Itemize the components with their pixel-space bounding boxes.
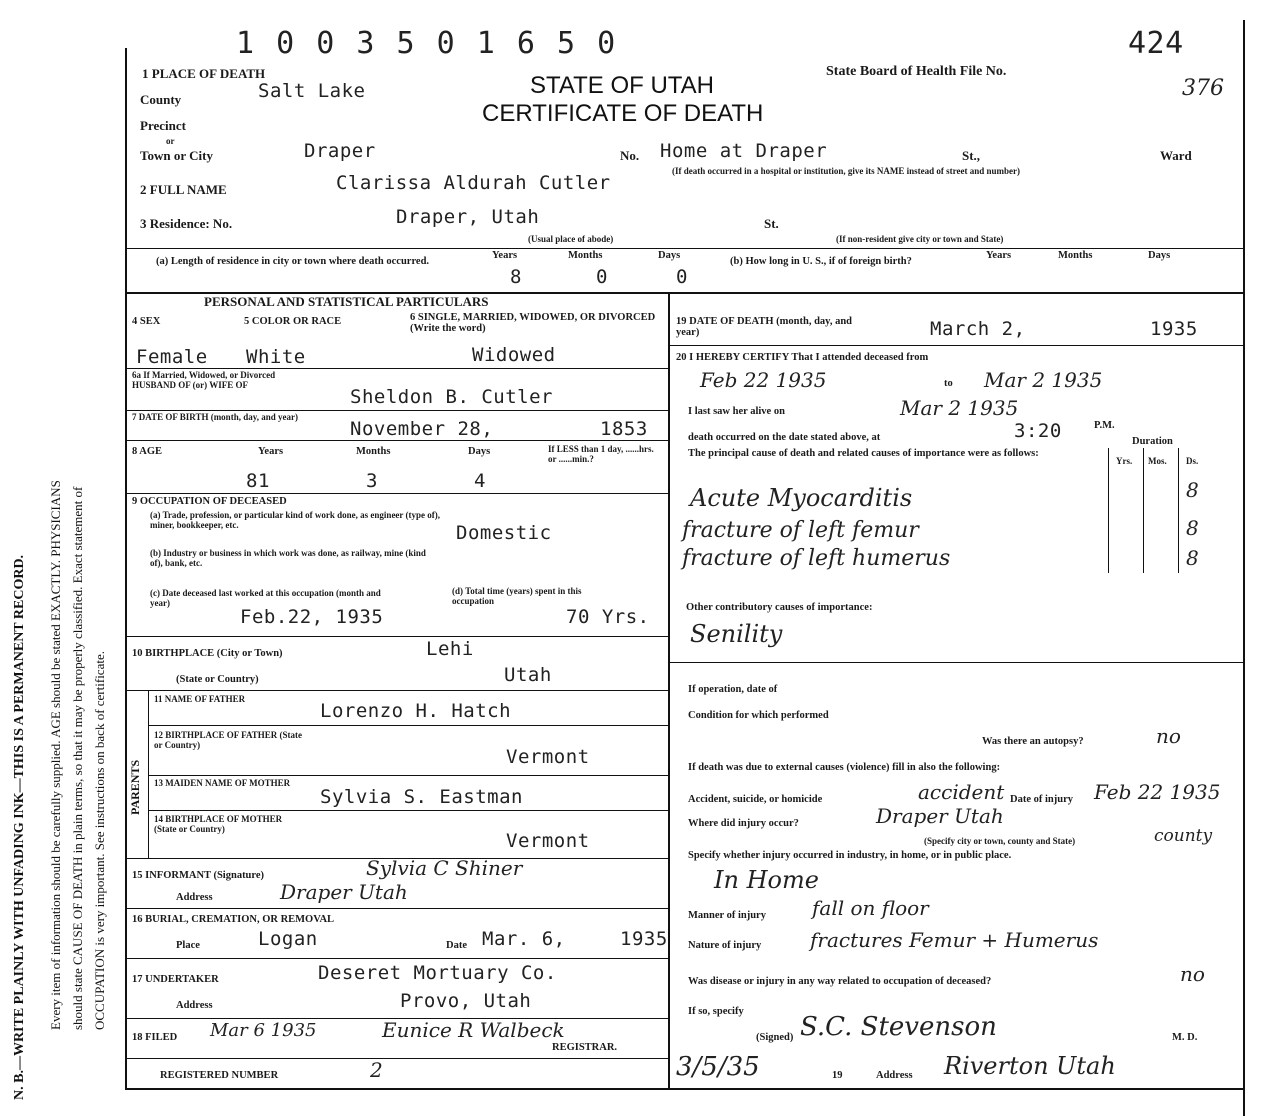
where-note: (Specify city or town, county and State): [924, 836, 1076, 846]
rule-after-filed: [125, 1058, 670, 1059]
board-file-number-2: 376: [1182, 76, 1224, 101]
injury-date: Feb 22 1935: [1094, 780, 1221, 804]
residence-label: 3 Residence: No.: [140, 216, 233, 231]
res-years-value: 8: [510, 266, 522, 288]
injury-date-label: Date of injury: [1010, 794, 1073, 805]
age-days-value: 4: [474, 470, 486, 492]
birthplace-label: 10 BIRTHPLACE (City or Town): [132, 648, 283, 659]
dob-label: 7 DATE OF BIRTH (month, day, and year): [132, 412, 298, 422]
marital-label: 6 SINGLE, MARRIED, WIDOWED, OR DIVORCED (Write the word): [410, 312, 656, 334]
less-than-day-label: If LESS than 1 day, ......hrs. or ......min.?: [548, 444, 654, 464]
md-label: M. D.: [1172, 1032, 1198, 1043]
mother-name: Sylvia S. Eastman: [320, 786, 523, 808]
rule-after-occ: [125, 636, 670, 637]
informant-signature: Sylvia C Shiner: [366, 856, 523, 880]
physician-address-label: Address: [876, 1070, 913, 1081]
res-months-label: Months: [568, 250, 603, 261]
state-title: STATE OF UTAH: [530, 72, 714, 99]
autopsy-label: Was there an autopsy?: [982, 736, 1084, 747]
certificate-title: CERTIFICATE OF DEATH: [482, 100, 764, 127]
burial-label: 16 BURIAL, CREMATION, OR REMOVAL: [132, 914, 335, 925]
color-label: 5 COLOR OR RACE: [244, 316, 342, 327]
undertaker-value: Deseret Mortuary Co.: [318, 962, 557, 984]
father-birthplace-label: 12 BIRTHPLACE OF FATHER (State or Country): [154, 730, 303, 750]
street-no-value: Home at Draper: [660, 140, 828, 162]
contributory-value: Senility: [690, 620, 783, 648]
duration-yrs: Yrs.: [1116, 456, 1133, 466]
residence-street-label: St.: [764, 216, 779, 231]
cause-1: Acute Myocarditis: [690, 484, 913, 512]
where-label: Where did injury occur?: [688, 818, 799, 829]
specify-place-value: In Home: [714, 866, 819, 894]
to-label: to: [944, 378, 953, 389]
rule-after-burial: [125, 958, 670, 959]
us-months-label: Months: [1058, 250, 1093, 261]
duration-col-3: [1178, 448, 1179, 573]
physician-signature: S.C. Stevenson: [800, 1012, 997, 1042]
registered-number-label: REGISTERED NUMBER: [160, 1070, 279, 1081]
cause-2-days: 8: [1186, 516, 1199, 540]
rule-after-age: [125, 493, 670, 494]
duration-label: Duration: [1132, 436, 1173, 447]
age-months-value: 3: [366, 470, 378, 492]
residence-value: Draper, Utah: [396, 206, 540, 228]
rule-parents-3: [148, 810, 670, 811]
age-months-label: Months: [356, 446, 391, 457]
rule-parents-1: [148, 725, 670, 726]
manner-label: Manner of injury: [688, 910, 766, 921]
sex-value: Female: [136, 346, 208, 368]
precinct-label: Precinct: [140, 118, 186, 133]
hospital-note: (If death occurred in a hospital or institution, give its NAME instead of street and number): [672, 166, 1021, 176]
father-name-label: 11 NAME OF FATHER: [154, 694, 246, 704]
dob-value: November 28,: [350, 418, 494, 440]
mother-name-label: 13 MAIDEN NAME OF MOTHER: [154, 778, 291, 788]
total-time-value: 70 Yrs.: [566, 606, 650, 628]
duration-col-1: [1108, 448, 1109, 573]
rule-after-informant: [125, 908, 670, 909]
filed-date: Mar 6 1935: [210, 1020, 317, 1041]
signed-label: (Signed): [756, 1032, 794, 1043]
personal-heading: PERSONAL AND STATISTICAL PARTICULARS: [204, 294, 489, 309]
death-pm: P.M.: [1094, 420, 1115, 431]
duration-mos: Mos.: [1148, 456, 1167, 466]
parents-label: PARENTS: [128, 759, 142, 815]
town-label: Town or City: [140, 148, 213, 163]
father-name: Lorenzo H. Hatch: [320, 700, 512, 722]
if-so-label: If so, specify: [688, 1006, 744, 1017]
birthplace-state-label: (State or Country): [176, 674, 259, 685]
registrar-signature: Eunice R Walbeck: [382, 1018, 565, 1042]
informant-address-label: Address: [176, 892, 213, 903]
occupation-c-label: (c) Date deceased last worked at this occupation (month and year): [150, 588, 381, 608]
registrar-label: REGISTRAR.: [552, 1042, 618, 1053]
side-note-2: Every item of information should be carefully supplied. AGE should be stated EXACTLY. PHYSICIANS: [48, 480, 63, 1030]
side-note-3: should state CAUSE OF DEATH in plain terms, so that it may be properly classified. Exact statement of: [70, 486, 85, 1030]
where-value: Draper Utah: [876, 804, 1004, 828]
res-years-label: Years: [492, 250, 518, 261]
informant-address: Draper Utah: [280, 880, 408, 904]
dob-year: 1853: [600, 418, 648, 440]
burial-year: 1935: [620, 928, 668, 950]
dod-year: 1935: [1150, 318, 1198, 340]
attended-to: Mar 2 1935: [984, 368, 1103, 392]
board-file-number: 424: [1128, 26, 1184, 61]
birthplace-city: Lehi: [426, 638, 474, 660]
last-worked-value: Feb.22, 1935: [240, 606, 384, 628]
mother-birthplace: Vermont: [506, 830, 590, 852]
occupation-value: Domestic: [456, 522, 552, 544]
ward-label: Ward: [1160, 148, 1192, 163]
county-value: Salt Lake: [258, 80, 366, 102]
outer-border-right: [1243, 20, 1245, 1116]
sex-label: 4 SEX: [132, 316, 161, 327]
street-label: St.,: [962, 148, 981, 163]
color-value: White: [246, 346, 306, 368]
res-days-label: Days: [658, 250, 681, 261]
cause-label: The principal cause of death and related causes of importance were as follows:: [688, 448, 1039, 459]
undertaker-address: Provo, Utah: [400, 990, 532, 1012]
birthplace-state: Utah: [504, 664, 552, 686]
rule-dod: [668, 345, 1245, 346]
duration-col-2: [1143, 448, 1144, 573]
parents-box-left: [148, 690, 149, 858]
nature-value: fractures Femur + Humerus: [810, 928, 1099, 952]
manner-value: fall on floor: [812, 896, 929, 920]
certification-date: 3/5/35: [676, 1052, 760, 1082]
file-number-stamp: 1 0 0 3 5 0 1 6 5 0: [236, 26, 618, 61]
occupational-value: no: [1180, 962, 1205, 986]
place-of-death-label: 1 PLACE OF DEATH: [142, 66, 266, 81]
town-value: Draper: [304, 140, 376, 162]
cert-year-label: 19: [832, 1070, 843, 1081]
occupation-a-label: (a) Trade, profession, or particular kind of work done, as engineer (type of), miner, bookkeeper, etc.: [150, 510, 440, 530]
side-note-1: N. B.—WRITE PLAINLY WITH UNFADING INK—THIS IS A PERMANENT RECORD.: [12, 554, 27, 1100]
informant-label: 15 INFORMANT (Signature): [132, 870, 265, 881]
filed-label: 18 FILED: [132, 1032, 178, 1043]
age-years-label: Years: [258, 446, 284, 457]
us-years-label: Years: [986, 250, 1012, 261]
specify-place-label: Specify whether injury occurred in industry, in home, or in public place.: [688, 850, 1012, 861]
rule-after-sex: [125, 368, 670, 369]
rule-top-stats: [125, 248, 1245, 249]
attended-from: Feb 22 1935: [700, 368, 827, 392]
certify-label: 20 I HEREBY CERTIFY That I attended deceased from: [676, 352, 929, 363]
mother-birthplace-label: 14 BIRTHPLACE OF MOTHER (State or Country): [154, 814, 283, 834]
last-saw-value: Mar 2 1935: [900, 396, 1019, 420]
full-name-value: Clarissa Aldurah Cutler: [336, 172, 611, 194]
cause-1-days: 8: [1186, 478, 1199, 502]
registered-number: 2: [370, 1058, 383, 1082]
length-residence-label: (a) Length of residence in city or town where death occurred.: [156, 256, 430, 267]
undertaker-address-label: Address: [176, 1000, 213, 1011]
res-months-value: 0: [596, 266, 608, 288]
rule-after-dob: [125, 440, 670, 441]
dod-label: 19 DATE OF DEATH (month, day, and year): [676, 316, 853, 338]
county-handwritten: county: [1154, 826, 1213, 846]
street-no-label: No.: [620, 148, 640, 163]
father-birthplace: Vermont: [506, 746, 590, 768]
accident-label: Accident, suicide, or homicide: [688, 794, 823, 805]
cause-3-days: 8: [1186, 546, 1199, 570]
burial-date-label: Date: [446, 940, 467, 951]
marital-value: Widowed: [472, 344, 556, 366]
spouse-value: Sheldon B. Cutler: [350, 386, 553, 408]
accident-value: accident: [918, 780, 1005, 804]
cause-2: fracture of left femur: [682, 518, 919, 543]
rule-after-birth: [125, 690, 670, 691]
burial-place: Logan: [258, 928, 318, 950]
occupational-label: Was disease or injury in any way related to occupation of deceased?: [688, 976, 992, 987]
outer-border-left: [125, 48, 127, 1088]
death-time-label: death occurred on the date stated above, at: [688, 432, 881, 443]
outer-border-bottom: [125, 1088, 1245, 1090]
us-days-label: Days: [1148, 250, 1171, 261]
full-name-label: 2 FULL NAME: [140, 182, 227, 197]
occupation-label: 9 OCCUPATION OF DECEASED: [132, 496, 287, 507]
burial-date: Mar. 6,: [482, 928, 566, 950]
occupation-b-label: (b) Industry or business in which work was done, as railway, mine (kind of), bank, etc.: [150, 548, 426, 568]
rule-causes-end: [668, 662, 1245, 663]
burial-place-label: Place: [176, 940, 200, 951]
age-days-label: Days: [468, 446, 491, 457]
foreign-birth-label: (b) How long in U. S., if of foreign birth?: [730, 256, 912, 267]
undertaker-label: 17 UNDERTAKER: [132, 974, 219, 985]
or-label: or: [166, 136, 175, 146]
spouse-label: 6a If Married, Widowed, or Divorced HUSBAND OF (or) WIFE OF: [132, 370, 276, 390]
side-note-4: OCCUPATION is very important. See instructions on back of certificate.: [92, 651, 107, 1030]
physician-address: Riverton Utah: [944, 1052, 1116, 1080]
autopsy-value: no: [1156, 724, 1181, 748]
last-saw-label: I last saw her alive on: [688, 406, 785, 417]
external-causes-label: If death was due to external causes (violence) fill in also the following:: [688, 762, 1001, 773]
condition-label: Condition for which performed: [688, 710, 829, 721]
dod-value: March 2,: [930, 318, 1026, 340]
county-label: County: [140, 92, 182, 107]
cause-3: fracture of left humerus: [682, 546, 951, 571]
res-days-value: 0: [676, 266, 688, 288]
age-label: 8 AGE: [132, 446, 163, 457]
rule-after-spouse: [125, 410, 670, 411]
usual-abode-note: (Usual place of abode): [528, 234, 614, 244]
age-years-value: 81: [246, 470, 270, 492]
occupation-d-label: (d) Total time (years) spent in this occupation: [452, 586, 582, 606]
nonresident-note: (If non-resident give city or town and State): [836, 234, 1004, 244]
state-board-label: State Board of Health File No.: [826, 64, 1007, 79]
contributory-label: Other contributory causes of importance:: [686, 602, 873, 613]
duration-ds: Ds.: [1186, 456, 1199, 466]
nature-label: Nature of injury: [688, 940, 762, 951]
operation-label: If operation, date of: [688, 684, 778, 695]
death-time: 3:20: [1014, 420, 1062, 442]
rule-parents-2: [148, 775, 670, 776]
